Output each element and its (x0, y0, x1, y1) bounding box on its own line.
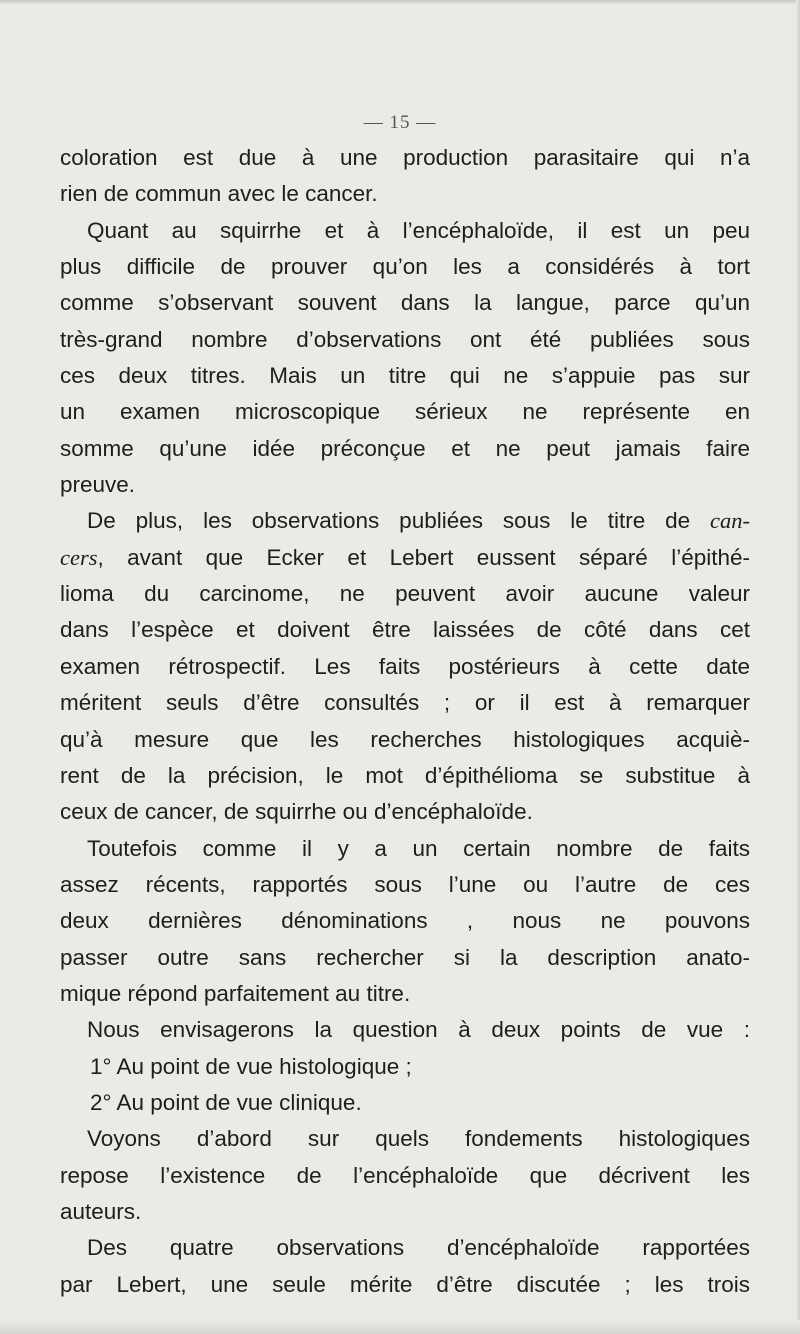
italic-word: cers (60, 544, 98, 570)
page-bottom-edge (0, 1320, 800, 1334)
text-line (60, 1194, 750, 1230)
text-line (60, 940, 750, 976)
line-text: dans l’espèce et doivent être laissées de côté dans cet (60, 617, 750, 643)
line-text: très-grand nombre d’observations ont été publiées sous (60, 326, 750, 352)
line-text: un examen microscopique sérieux ne représente en (60, 399, 750, 425)
text-line (60, 576, 750, 612)
text-line (60, 758, 750, 794)
text-line (60, 249, 750, 285)
line-text: qu’à mesure que les recherches histologiques acquiè- (60, 726, 750, 752)
line-text: Des quatre observations d’encéphaloïde rapportées (87, 1235, 750, 1261)
line-text: par Lebert, une seule mérite d’être discutée ; les trois (60, 1271, 750, 1297)
line-text: comme s’observant souvent dans la langue, parce qu’un (60, 290, 750, 316)
line-text: , avant que Ecker et Lebert eussent séparé l’épithé- (97, 544, 750, 570)
text-line (60, 285, 750, 321)
text-line (60, 612, 750, 648)
text-line (60, 394, 750, 430)
text-line (60, 976, 750, 1012)
line-text: coloration est due à une production parasitaire qui n’a (60, 145, 750, 170)
text-line (60, 1267, 750, 1303)
text-line (60, 540, 750, 576)
page-top-edge (0, 0, 800, 5)
page-right-edge (796, 0, 800, 1334)
line-text: Nous envisagerons la question à deux points de vue : (87, 1017, 750, 1043)
text-line (60, 213, 750, 249)
text-line (60, 794, 750, 830)
line-text: Quant au squirrhe et à l’encéphaloïde, il est un peu (87, 217, 750, 243)
text-line (60, 903, 750, 939)
line-text: 1° Au point de vue histologique ; (90, 1053, 412, 1079)
line-text: examen rétrospectif. Les faits postérieurs à cette date (60, 653, 750, 679)
body-text (60, 140, 750, 1303)
text-line (60, 722, 750, 758)
text-line (60, 503, 750, 539)
text-line (60, 1158, 750, 1194)
line-text: repose l’existence de l’encéphaloïde que décrivent les (60, 1162, 750, 1188)
line-text: ceux de cancer, de squirrhe ou d’encéphaloïde. (60, 799, 533, 825)
text-line (60, 358, 750, 394)
line-text: mique répond parfaitement au titre. (60, 980, 411, 1006)
line-text: deux dernières dénominations , nous ne pouvons (60, 908, 750, 934)
text-line (60, 176, 750, 212)
text-line (60, 1049, 750, 1085)
text-line (60, 831, 750, 867)
text-line (60, 1230, 750, 1266)
text-line (60, 1121, 750, 1157)
line-text: Voyons d’abord sur quels fondements histologiques (87, 1126, 750, 1152)
line-text: somme qu’une idée préconçue et ne peut jamais faire (60, 435, 750, 461)
text-line (60, 1012, 750, 1048)
text-line (60, 685, 750, 721)
text-line (60, 1085, 750, 1121)
line-text: passer outre sans rechercher si la description anato- (60, 944, 750, 970)
text-line (60, 322, 750, 358)
text-line (60, 467, 750, 503)
line-text: rien de commun avec le cancer. (60, 181, 378, 207)
italic-word: can- (710, 508, 750, 534)
line-text: Toutefois comme il y a un certain nombre de faits (87, 835, 750, 861)
page-number: — 15 — (363, 112, 437, 133)
line-text: rent de la précision, le mot d’épithélioma se substitue à (60, 762, 750, 788)
line-text: auteurs. (60, 1198, 142, 1224)
text-line (60, 867, 750, 903)
text-line (60, 649, 750, 685)
line-text: plus difficile de prouver qu’on les a considérés à tort (60, 254, 750, 280)
line-text: méritent seuls d’être consultés ; or il est à remarquer (60, 690, 750, 716)
text-line (60, 431, 750, 467)
text-line (60, 140, 750, 176)
line-text: assez récents, rapportés sous l’une ou l’autre de ces (60, 871, 750, 897)
line-text: De plus, les observations publiées sous le titre de (87, 508, 711, 534)
line-text: preuve. (60, 472, 136, 498)
line-text: lioma du carcinome, ne peuvent avoir aucune valeur (60, 581, 750, 607)
line-text: 2° Au point de vue clinique. (90, 1089, 362, 1115)
line-text: ces deux titres. Mais un titre qui ne s’appuie pas sur (60, 363, 750, 389)
